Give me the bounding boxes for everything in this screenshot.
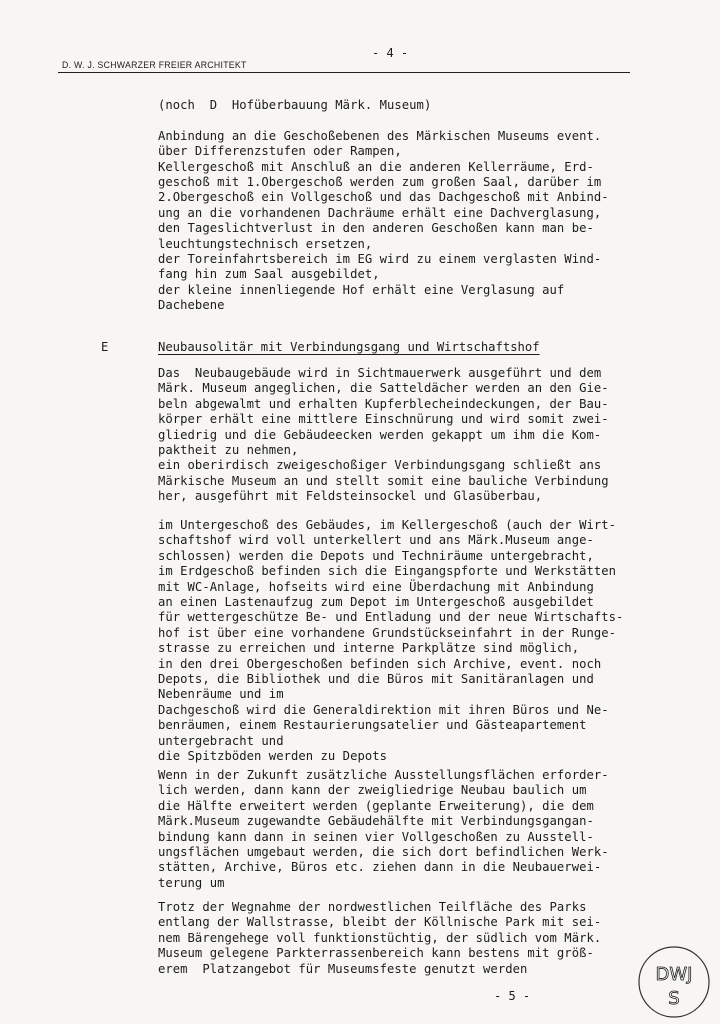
text-line: strasse zu erreichen und interne Parkplätze sind möglich,	[158, 641, 580, 656]
text-line: für wettergeschütze Be- und Entladung und der neue Wirtschafts-	[158, 610, 624, 625]
text-line: benräumen, einem Restaurierungsatelier und Gästeapartement	[158, 718, 587, 733]
text-line: Märk. Museum angeglichen, die Satteldächer werden an den Gie-	[158, 381, 609, 396]
text-line: untergebracht und	[158, 733, 284, 748]
text-line: erem Platzangebot für Museumsfeste genutzt werden	[158, 961, 528, 976]
section-e-paragraph-2	[158, 518, 623, 765]
text-line: mit WC-Anlage, hofseits wird eine Überdachung mit Anbindung	[158, 579, 594, 594]
text-line: die Hälfte erweitert werden (geplante Erweiterung), die dem	[158, 798, 594, 813]
text-line: in den drei Obergeschoßen befinden sich Archive, event. noch	[158, 656, 602, 671]
stamp-line-2: S	[668, 988, 680, 1009]
text-line: entlang der Wallstrasse, bleibt der Köllnische Park mit sei-	[158, 915, 602, 930]
text-line: die Spitzböden werden zu Depots	[158, 749, 388, 764]
text-line: lich werden, dann kann der zweigliedrige Neubau baulich um	[158, 783, 587, 798]
text-line: nem Bärengehege voll funktionstüchtig, der südlich vom Märk.	[158, 930, 602, 945]
text-line: bindung kann dann in seinen vier Vollgeschoßen zu Ausstell-	[158, 829, 594, 844]
text-line: hof ist über eine vorhandene Grundstückseinfahrt in der Runge-	[158, 625, 617, 640]
page-number-top: - 4 -	[372, 46, 409, 60]
text-line: beln abgewalmt und erhalten Kupferblecheindeckungen, der Bau-	[158, 396, 609, 411]
header-rule	[58, 72, 630, 73]
text-line: ein oberirdisch zweigeschoßiger Verbindungsgang schließt ans	[158, 458, 602, 473]
text-line: an einen Lastenaufzug zum Depot im Untergeschoß ausgebildet	[158, 595, 594, 610]
text-line: Wenn in der Zukunft zusätzliche Ausstellungsflächen erforder-	[158, 768, 609, 782]
section-letter: E	[101, 340, 109, 354]
section-d-text	[158, 98, 609, 314]
text-line: der kleine innenliegende Hof erhält eine Verglasung auf	[158, 282, 565, 297]
page-number-bottom: - 5 -	[494, 989, 531, 1003]
text-line: gliedrig und die Gebäudeecken werden gekappt um ihm die Kom-	[158, 427, 602, 442]
text-line: der Toreinfahrtsbereich im EG wird zu einem verglasten Wind-	[158, 252, 602, 267]
text-line: Märkische Museum an und stellt somit eine bauliche Verbindung	[158, 473, 609, 488]
text-line: Anbindung an die Geschoßebenen des Märkischen Museums event.	[158, 128, 602, 143]
text-line: fang hin zum Saal ausgebildet,	[158, 267, 380, 282]
text-line: ungsflächen umgebaut werden, die sich dort befindlichen Werk-	[158, 845, 609, 860]
text-line: den Tageslichtverlust in den anderen Geschoßen kann man be-	[158, 221, 594, 236]
stamp-line-1: DWJ	[655, 964, 693, 985]
text-line: Märk.Museum zugewandte Gebäudehälfte mit Verbindungsgangan-	[158, 814, 594, 829]
section-heading: Neubausolitär mit Verbindungsgang und Wirtschaftshof	[158, 340, 540, 354]
text-line: im Erdgeschoß befinden sich die Eingangspforte und Werkstätten	[158, 564, 617, 579]
text-line: Nebenräume und im	[158, 687, 284, 702]
text-line: schlossen) werden die Depots und Techniräume untergebracht,	[158, 548, 594, 563]
text-line: schaftshof wird voll unterkellert und ans Märk.Museum ange-	[158, 533, 594, 548]
text-line: geschoß mit 1.Obergeschoß werden zum großen Saal, darüber im	[158, 175, 602, 190]
text-line: leuchtungstechnisch ersetzen,	[158, 236, 373, 251]
text-line: Dachgeschoß wird die Generaldirektion mit ihren Büros und Ne-	[158, 702, 609, 717]
text-line: her, ausgeführt mit Feldsteinsockel und Glasüberbau,	[158, 489, 543, 504]
text-line: Depots, die Bibliothek und die Büros mit Sanitäranlagen und	[158, 672, 594, 687]
text-line: stätten, Archive, Büros etc. ziehen dann in die Neubauerwei-	[158, 860, 602, 875]
text-line: ung an die vorhandenen Dachräume erhält eine Dachverglasung,	[158, 205, 602, 220]
section-e-paragraph-4	[158, 900, 601, 977]
architect-stamp	[636, 944, 712, 1020]
text-line: 2.Obergeschoß ein Vollgeschoß und das Dachgeschoß mit Anbind-	[158, 190, 609, 205]
text-line: (noch D Hofüberbauung Märk. Museum)	[158, 98, 432, 112]
text-line: Das Neubaugebäude wird in Sichtmauerwerk ausgeführt und dem	[158, 366, 602, 380]
text-line: Kellergeschoß mit Anschluß an die anderen Kellerräume, Erd-	[158, 159, 594, 174]
text-line: paktheit zu nehmen,	[158, 443, 299, 458]
text-line: Trotz der Wegnahme der nordwestlichen Teilfläche des Parks	[158, 900, 587, 914]
text-line: im Untergeschoß des Gebäudes, im Kellergeschoß (auch der Wirt-	[158, 518, 617, 532]
text-line: Museum gelegene Parkterrassenbereich kann bestens mit größ-	[158, 946, 594, 961]
text-line: Dachebene	[158, 298, 225, 313]
text-line	[158, 113, 609, 128]
text-line: terung um	[158, 875, 225, 890]
text-line: über Differenzstufen oder Rampen,	[158, 144, 402, 159]
section-e-paragraph-1	[158, 366, 609, 505]
letterhead: D. W. J. SCHWARZER FREIER ARCHITEKT	[62, 60, 247, 71]
section-e-paragraph-3	[158, 768, 609, 891]
text-line: körper erhält eine mittlere Einschnürung und wird somit zwei-	[158, 412, 609, 427]
